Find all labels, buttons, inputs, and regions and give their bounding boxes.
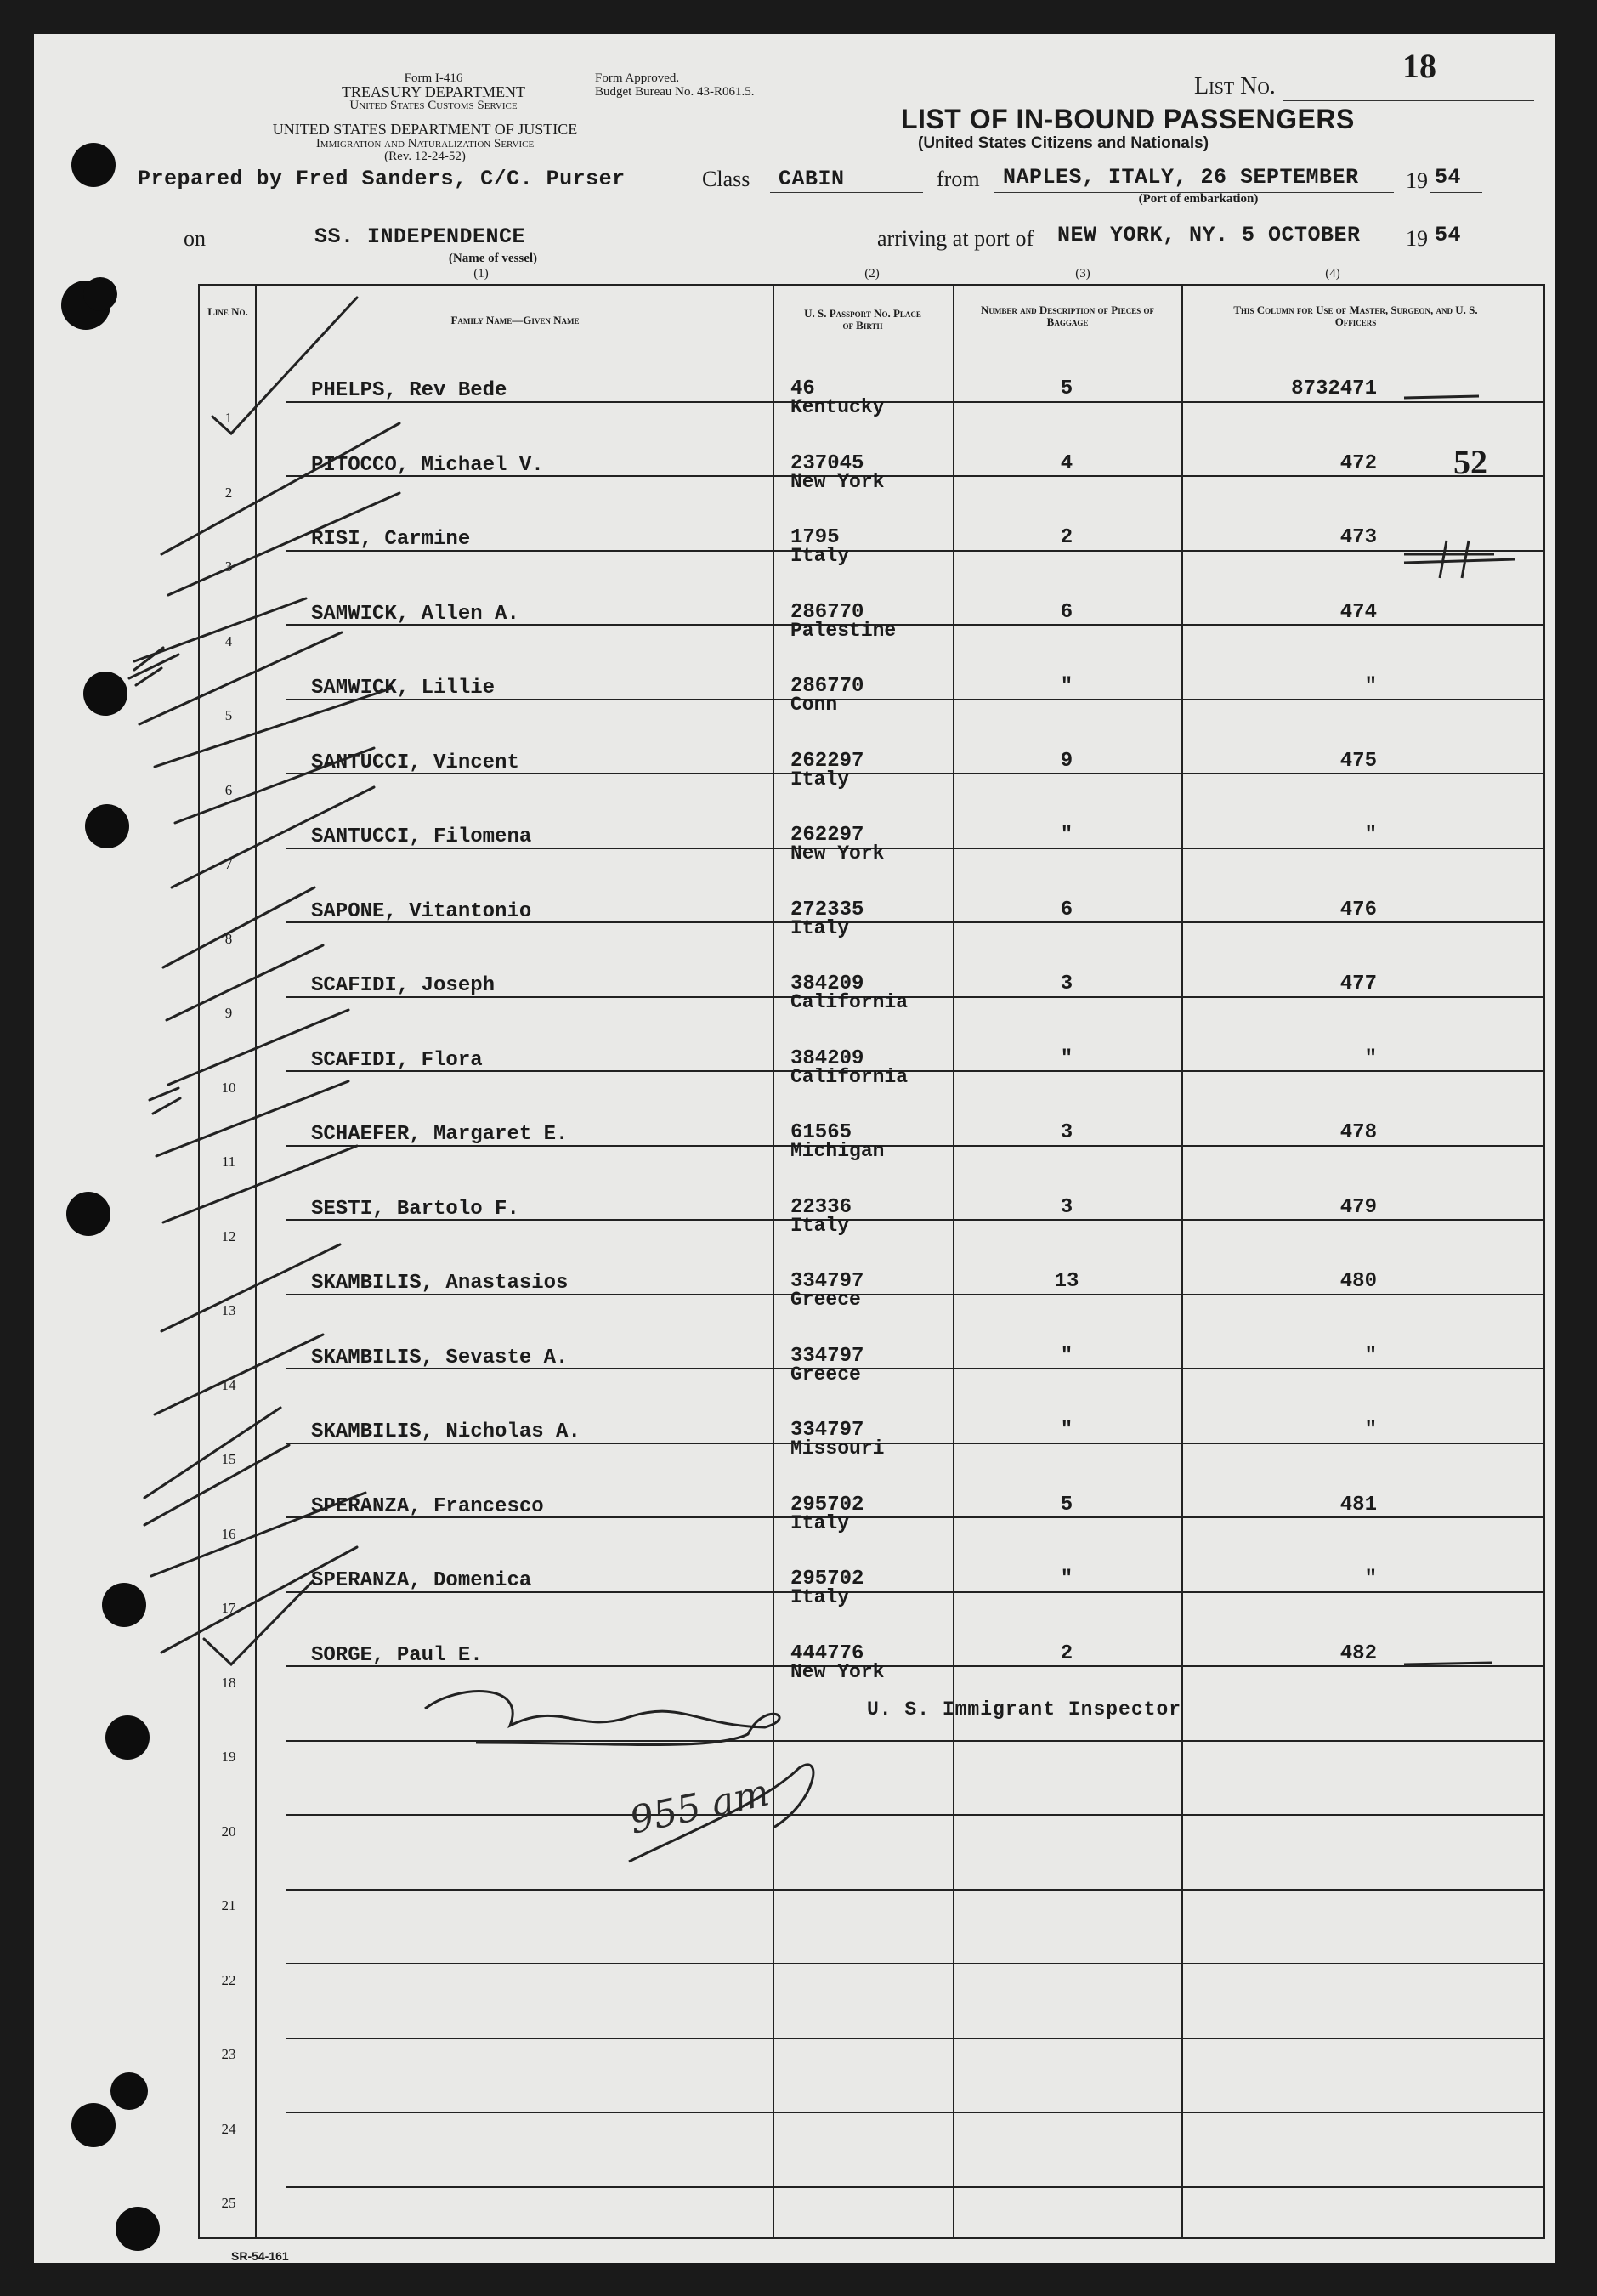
baggage-count: "	[1060, 824, 1073, 847]
line-number: 25	[221, 2195, 236, 2211]
passport-number: 22336	[790, 1195, 852, 1219]
officer-number: 8732471	[1291, 377, 1377, 400]
prepared-by: Prepared by Fred Sanders, C/C. Purser	[138, 167, 626, 191]
passport-number: 444776	[790, 1641, 864, 1665]
rev-date: (Rev. 12-24-52)	[384, 150, 466, 163]
officer-number: 475	[1339, 749, 1377, 773]
inspector-stamp: U. S. Immigrant Inspector	[867, 1698, 1182, 1721]
baggage-count: "	[1060, 1344, 1073, 1368]
arriving-label: arriving at port of	[877, 226, 1034, 251]
line-number: 5	[224, 707, 233, 723]
baggage-count: 3	[1060, 1121, 1073, 1144]
passenger-name: SAPONE, Vitantonio	[311, 899, 532, 923]
baggage-count: 13	[1054, 1270, 1079, 1293]
officer-number: 474	[1339, 600, 1377, 624]
passenger-name: SCHAEFER, Margaret E.	[311, 1123, 569, 1146]
line-number: 23	[221, 2046, 236, 2062]
line-number: 7	[224, 856, 233, 872]
place-of-birth: Italy	[790, 1511, 850, 1534]
place-of-birth: Kentucky	[790, 396, 885, 418]
line-number: 12	[221, 1227, 236, 1244]
line-number: 19	[221, 1749, 236, 1765]
col-num-3: (3)	[1075, 267, 1090, 281]
arrival-year-prefix: 19	[1406, 226, 1428, 251]
line-number: 9	[224, 1005, 233, 1021]
officer-number: "	[1364, 1344, 1377, 1368]
passenger-name: SCAFIDI, Joseph	[311, 974, 496, 997]
place-of-birth: New York	[790, 470, 885, 493]
place-of-birth: Italy	[790, 1586, 850, 1608]
passenger-name: SPERANZA, Domenica	[311, 1569, 532, 1592]
baggage-count: 6	[1060, 898, 1073, 921]
line-number: 22	[221, 1971, 236, 1988]
place-of-birth: New York	[790, 842, 885, 865]
baggage-count: 2	[1060, 526, 1073, 549]
passport-number: 286770	[790, 600, 864, 624]
passport-number: 384209	[790, 972, 864, 995]
passport-number: 384209	[790, 1046, 864, 1070]
baggage-count: 6	[1060, 600, 1073, 624]
line-number: 4	[224, 632, 233, 649]
from-label: from	[937, 167, 980, 191]
handwritten-marks	[34, 34, 1555, 2263]
passport-number: 334797	[790, 1419, 864, 1442]
officer-number: "	[1364, 1419, 1377, 1442]
line-number: 13	[221, 1302, 236, 1318]
line-number: 1	[224, 410, 233, 426]
passenger-name: PHELPS, Rev Bede	[311, 379, 507, 402]
baggage-count: 3	[1060, 972, 1073, 995]
line-number: 16	[221, 1525, 236, 1542]
signature	[425, 1692, 779, 1745]
passport-number: 272335	[790, 898, 864, 921]
time-note: 955 am	[626, 1771, 773, 1843]
place-of-birth: Italy	[790, 916, 850, 939]
ins-service: Immigration and Naturalization Service	[315, 137, 535, 150]
place-of-birth: Italy	[790, 1214, 850, 1237]
footer-code: SR-54-161	[231, 2249, 289, 2263]
officer-number: "	[1364, 1568, 1377, 1590]
passport-number: 334797	[790, 1344, 864, 1368]
vessel-name: SS. INDEPENDENCE	[314, 224, 526, 249]
form-id: Form I-416	[404, 71, 463, 85]
place-of-birth: Italy	[790, 545, 850, 567]
vessel-caption: (Name of vessel)	[448, 252, 538, 265]
baggage-count: 4	[1060, 451, 1073, 475]
passport-number: 1795	[790, 526, 840, 549]
arrival-value: NEW YORK, NY. 5 OCTOBER	[1057, 223, 1361, 247]
justice-dept: UNITED STATES DEPARTMENT OF JUSTICE	[272, 121, 578, 138]
place-of-birth: Conn	[790, 694, 838, 716]
passenger-name: SORGE, Paul E.	[311, 1643, 483, 1667]
page-subtitle: (United States Citizens and Nationals)	[918, 134, 1209, 152]
passenger-name: SESTI, Bartolo F.	[311, 1197, 519, 1221]
officer-number: 479	[1339, 1195, 1377, 1219]
line-number: 14	[221, 1376, 236, 1393]
passport-number: 61565	[790, 1121, 852, 1144]
line-number: 15	[221, 1451, 236, 1467]
col-num-4: (4)	[1325, 267, 1340, 281]
line-number: 3	[224, 558, 233, 575]
officer-dash	[1404, 396, 1479, 398]
officer-number: 472	[1339, 451, 1377, 475]
passenger-name: RISI, Carmine	[311, 528, 471, 551]
treasury-dept: TREASURY DEPARTMENT	[341, 83, 526, 100]
passenger-name: SANTUCCI, Vincent	[311, 751, 519, 774]
passenger-name: PITOCCO, Michael V.	[311, 453, 544, 477]
line-number: 18	[221, 1674, 236, 1691]
place-of-birth: Greece	[790, 1363, 861, 1386]
place-of-birth: Michigan	[790, 1140, 885, 1162]
baggage-count: 9	[1060, 749, 1073, 773]
officer-number: "	[1364, 824, 1377, 847]
passenger-name: SKAMBILIS, Nicholas A.	[311, 1420, 580, 1443]
class-value: CABIN	[779, 167, 845, 191]
passport-number: 295702	[790, 1493, 864, 1516]
budget-bureau: Budget Bureau No. 43-R061.5.	[595, 85, 755, 99]
baggage-count: "	[1060, 675, 1073, 698]
place-of-birth: Italy	[790, 768, 850, 791]
class-label: Class	[702, 167, 750, 191]
arrival-year: 54	[1435, 223, 1462, 247]
page-title: LIST OF IN-BOUND PASSENGERS	[901, 104, 1355, 134]
list-no-label: List No.	[1194, 73, 1276, 99]
baggage-count: 2	[1060, 1641, 1073, 1665]
col-header-line-no: Line No.	[207, 305, 248, 318]
passport-number: 46	[790, 377, 815, 400]
place-of-birth: Palestine	[790, 619, 897, 642]
officer-number: 480	[1339, 1270, 1377, 1293]
baggage-count: "	[1060, 1419, 1073, 1442]
passport-number: 295702	[790, 1568, 864, 1590]
form-approved: Form Approved.	[595, 71, 680, 85]
col-header-passport: U. S. Passport No. Place of Birth	[804, 307, 921, 332]
on-label: on	[184, 226, 206, 251]
form-page	[34, 34, 1555, 2263]
margin-count: 52	[1453, 443, 1487, 481]
line-number: 20	[221, 1823, 236, 1840]
baggage-count: 3	[1060, 1195, 1073, 1219]
passport-number: 237045	[790, 451, 864, 475]
passenger-name: SAMWICK, Lillie	[311, 677, 496, 700]
list-number: 18	[1402, 47, 1436, 85]
officer-number: 478	[1339, 1121, 1377, 1144]
line-number: 11	[221, 1154, 236, 1170]
line-number: 21	[221, 1897, 236, 1913]
passenger-name: SAMWICK, Allen A.	[311, 602, 519, 626]
passport-number: 286770	[790, 675, 864, 698]
officer-number: "	[1364, 1046, 1377, 1070]
baggage-count: "	[1060, 1046, 1073, 1070]
check-stroke	[161, 423, 399, 554]
officer-number: 473	[1339, 526, 1377, 549]
baggage-count: 5	[1060, 1493, 1073, 1516]
check-mark	[212, 298, 357, 434]
line-number: 10	[221, 1079, 236, 1096]
officer-number: "	[1364, 675, 1377, 698]
place-of-birth: Greece	[790, 1289, 861, 1311]
from-year: 54	[1435, 165, 1462, 190]
from-year-prefix: 19	[1406, 168, 1428, 193]
line-number: 8	[224, 930, 233, 947]
port-embark-caption: (Port of embarkation)	[1138, 192, 1259, 206]
line-number: 2	[224, 484, 233, 501]
customs-service: United States Customs Service	[349, 99, 518, 112]
passenger-name: SKAMBILIS, Anastasios	[311, 1272, 569, 1295]
baggage-count: 5	[1060, 377, 1073, 400]
passenger-name: SANTUCCI, Filomena	[311, 825, 532, 848]
passport-number: 334797	[790, 1270, 864, 1293]
line-number: 17	[221, 1600, 236, 1616]
from-value: NAPLES, ITALY, 26 SEPTEMBER	[1003, 165, 1359, 190]
line-number: 6	[224, 781, 233, 798]
col-header-officers: This Column for Use of Master, Surgeon, and U. S. Officers	[1233, 303, 1478, 328]
col-header-baggage: Number and Description of Pieces of Baggage	[981, 303, 1154, 328]
place-of-birth: California	[790, 1065, 909, 1088]
place-of-birth: New York	[790, 1660, 885, 1683]
place-of-birth: Missouri	[790, 1437, 885, 1460]
passenger-name: SCAFIDI, Flora	[311, 1048, 483, 1072]
passport-number: 262297	[790, 824, 864, 847]
col-num-1: (1)	[473, 267, 489, 281]
officer-number: 481	[1339, 1493, 1377, 1516]
officer-number: 477	[1339, 972, 1377, 995]
col-header-name: Family Name—Given Name	[450, 314, 580, 326]
place-of-birth: California	[790, 991, 909, 1013]
passenger-name: SKAMBILIS, Sevaste A.	[311, 1346, 569, 1369]
officer-number: 482	[1339, 1641, 1377, 1665]
baggage-count: "	[1060, 1568, 1073, 1590]
officer-number: 476	[1339, 898, 1377, 921]
passenger-name: SPERANZA, Francesco	[311, 1494, 544, 1518]
passport-number: 262297	[790, 749, 864, 773]
line-number: 24	[221, 2120, 236, 2137]
col-num-2: (2)	[864, 267, 880, 281]
